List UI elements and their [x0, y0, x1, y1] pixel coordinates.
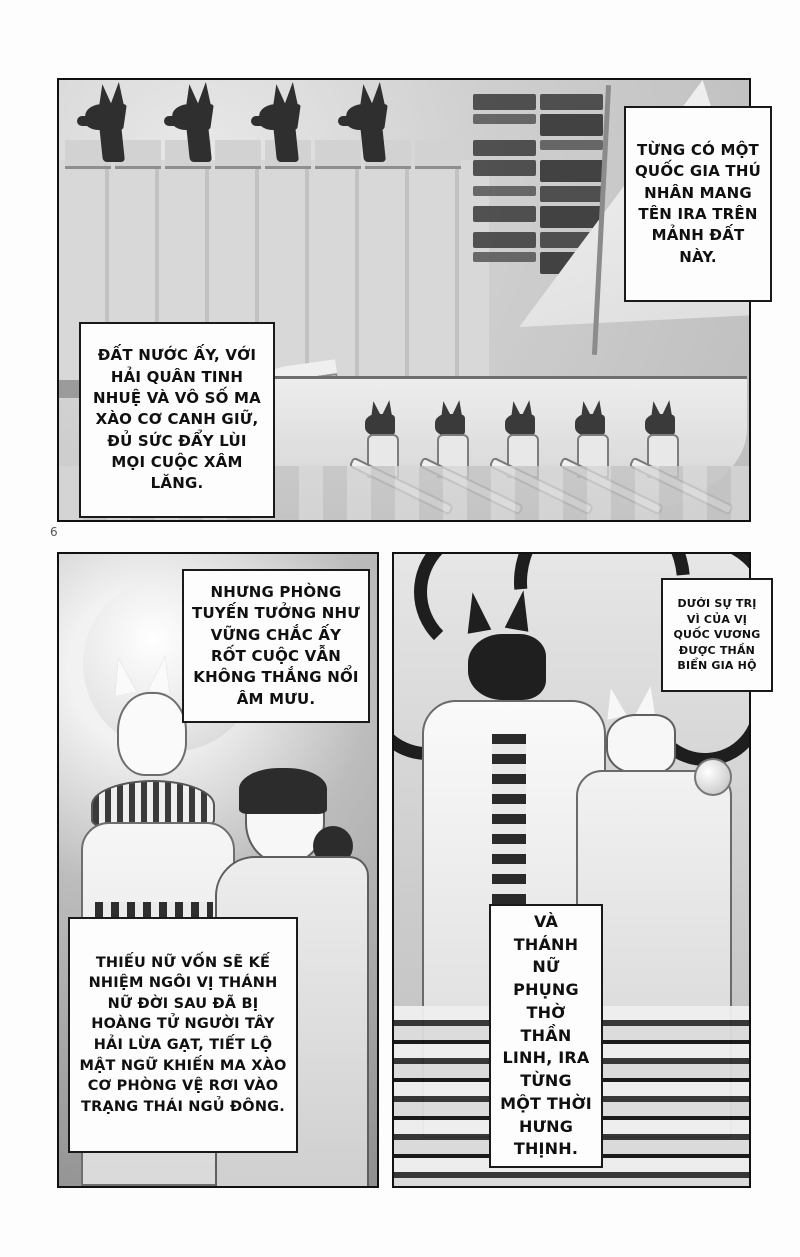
jackal-statue-icon — [251, 90, 317, 162]
orb-icon — [694, 758, 732, 796]
caption-box-3: NHƯNG PHÒNG TUYẾN TƯỞNG NHƯ VỮNG CHẮC ẤY RỐT CUỘC VẪN KHÔNG THẮNG NỔI ÂM MƯU. — [182, 569, 370, 723]
caption-box-2: ĐẤT NƯỚC ẤY, VỚI HẢI QUÂN TINH NHUỆ VÀ VÔ SỐ MA XÀO CƠ CANH GIỮ, ĐỦ SỨC ĐẨY LÙI MỌI CUỘC XÂM LĂNG. — [79, 322, 275, 518]
caption-box-4: DƯỚI SỰ TRỊ VÌ CỦA VỊ QUỐC VƯƠNG ĐƯỢC THẦN BIỂN GIA HỘ — [661, 578, 773, 692]
jackal-statue-icon — [77, 90, 143, 162]
jackal-statue-icon — [338, 90, 404, 162]
jackal-statue-icon — [164, 90, 230, 162]
caption-box-1: TỪNG CÓ MỘT QUỐC GIA THÚ NHÂN MANG TÊN IRA TRÊN MẢNH ĐẤT NÀY. — [624, 106, 772, 302]
caption-box-5: VÀ THÁNH NỮ PHỤNG THỜ THẦN LINH, IRA TỪNG MỘT THỜI HƯNG THỊNH. — [489, 904, 603, 1168]
wall-crenellation — [415, 140, 461, 169]
page-number: 6 — [50, 525, 58, 539]
caption-box-6: THIẾU NỮ VỐN SẼ KẾ NHIỆM NGÔI VỊ THÁNH NỮ ĐỜI SAU ĐÃ BỊ HOÀNG TỬ NGƯỜI TÂY HẢI LỪA GẠT, TIẾT LỘ MẬT NGỮ KHIẾN MA XÀO CƠ PHÒNG VỆ RƠI VÀO TRẠNG THÁI NGỦ ĐÔNG. — [68, 917, 298, 1153]
